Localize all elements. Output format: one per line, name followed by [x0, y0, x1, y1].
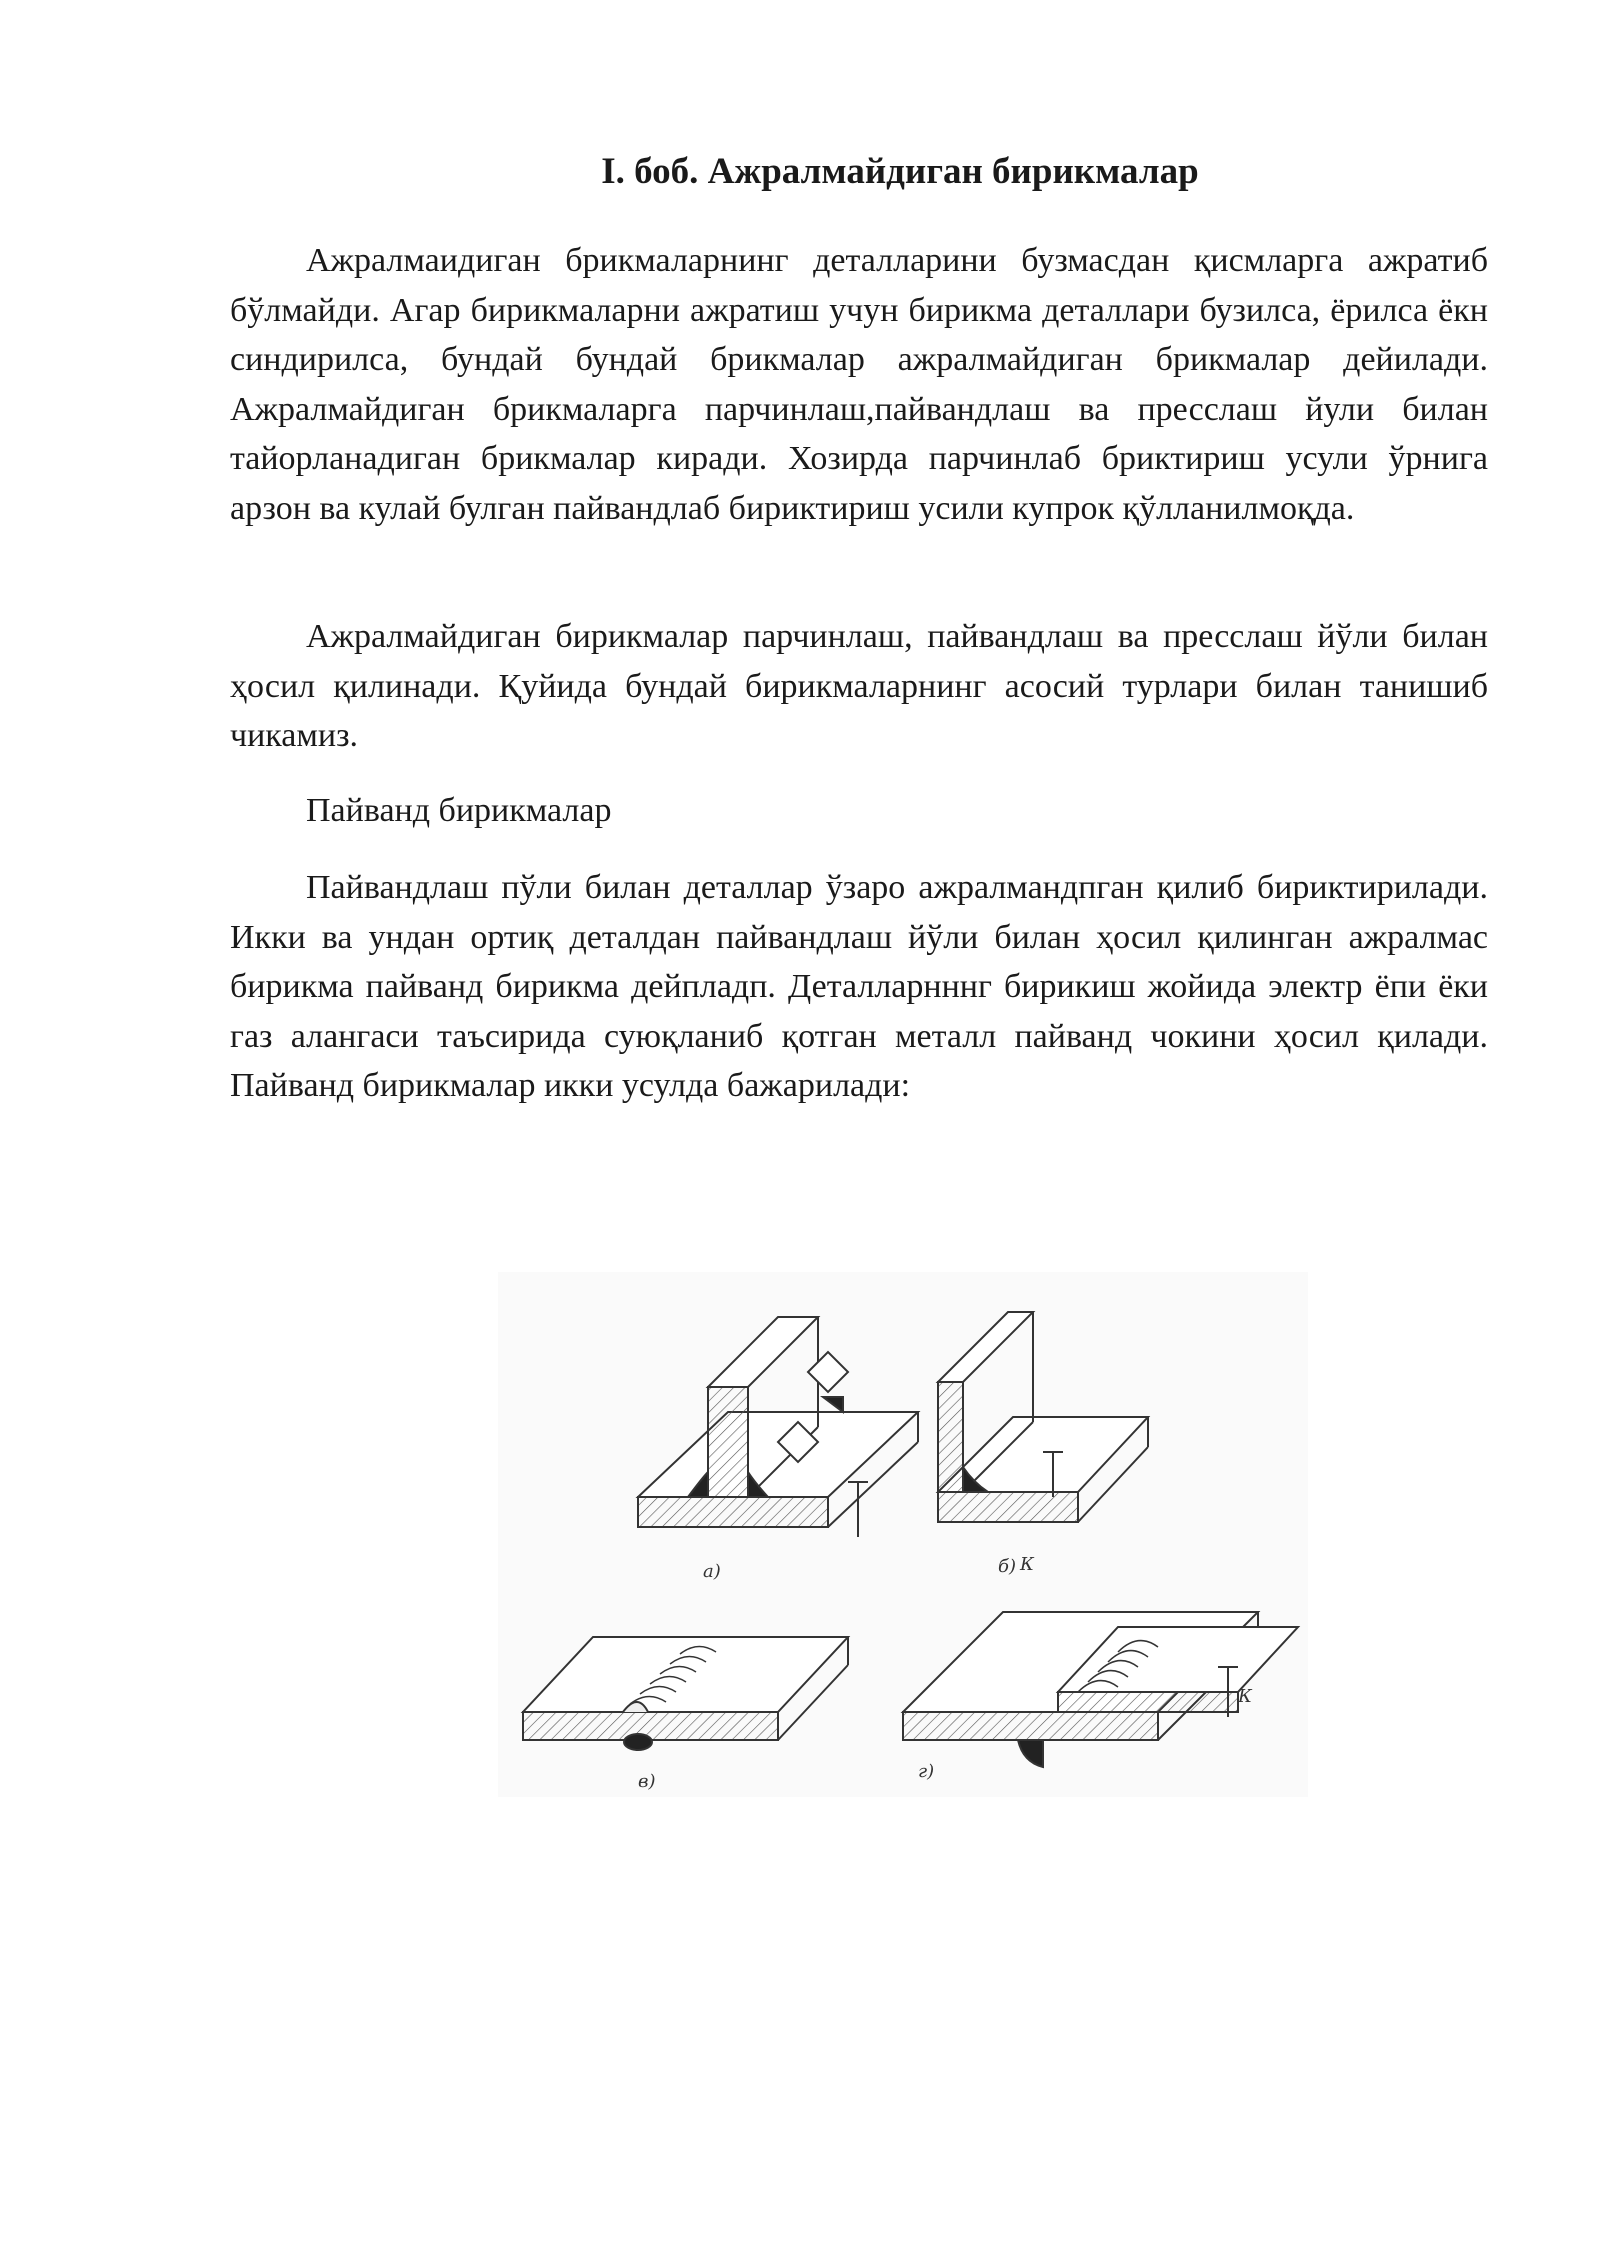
paragraph-welding: Пайвандлаш пўли билан деталлар ўзаро ажралмандпган қилиб бириктирилади. Икки ва ундан ортиқ деталдан пайвандлаш йўли билан ҳосил қилинган ажралмас бирикма пайванд бирикма дейпладп. Деталларнннг бирикиш жойида электр ёпи ёки газ алангаси таъсирида суюқланиб қотган металл пайванд чокини ҳосил қилади. Пайванд бирикмалар икки усулда бажарилади: [230, 869, 1488, 1105]
corner-joint-drawing [938, 1312, 1148, 1577]
label-a: а) [703, 1561, 721, 1582]
weld-joints-figure [498, 1272, 1308, 1797]
paragraph-types: Ажралмайдиган бирикмалар парчинлаш, пайвандлаш ва пресслаш йўли билан ҳосил қилинади. Қуйида бундай бирикмаларнинг асосий турлари билан танишиб чикамиз. [230, 618, 1488, 755]
butt-joint-drawing [523, 1637, 848, 1792]
page-title: I. боб. Ажралмайдиган бирикмалар [601, 151, 1199, 192]
section-heading-weld-joints: Пайванд бирикмалар [306, 792, 612, 829]
svg-text:К: К [1020, 1554, 1034, 1575]
label-v: в) [638, 1771, 656, 1792]
dimension-k: К [1238, 1686, 1252, 1707]
label-g: г) [918, 1761, 935, 1782]
lap-joint-drawing [903, 1612, 1298, 1782]
t-joint-drawing [638, 1317, 918, 1582]
label-b: б) [998, 1556, 1017, 1577]
paragraph-intro: Ажралмаидиган брикмаларнинг деталларини бузмасдан қисмларга ажратиб бўлмайди. Агар бирикмаларни ажратиш учун бирикма деталлари бузилса, ёрилса ёкн синдирилса, бундай бундай брикмалар ажралмайдиган брикмалар дейилади. Ажралмайдиган брикмаларга парчинлаш,пайвандлаш ва пресслаш йули билан тайорланадиган брикмалар киради. Хозирда парчинлаб бриктириш усули ўрнига арзон ва кулай булган пайвандлаб бириктириш усили купрок қўлланилмоқда. [230, 242, 1488, 527]
